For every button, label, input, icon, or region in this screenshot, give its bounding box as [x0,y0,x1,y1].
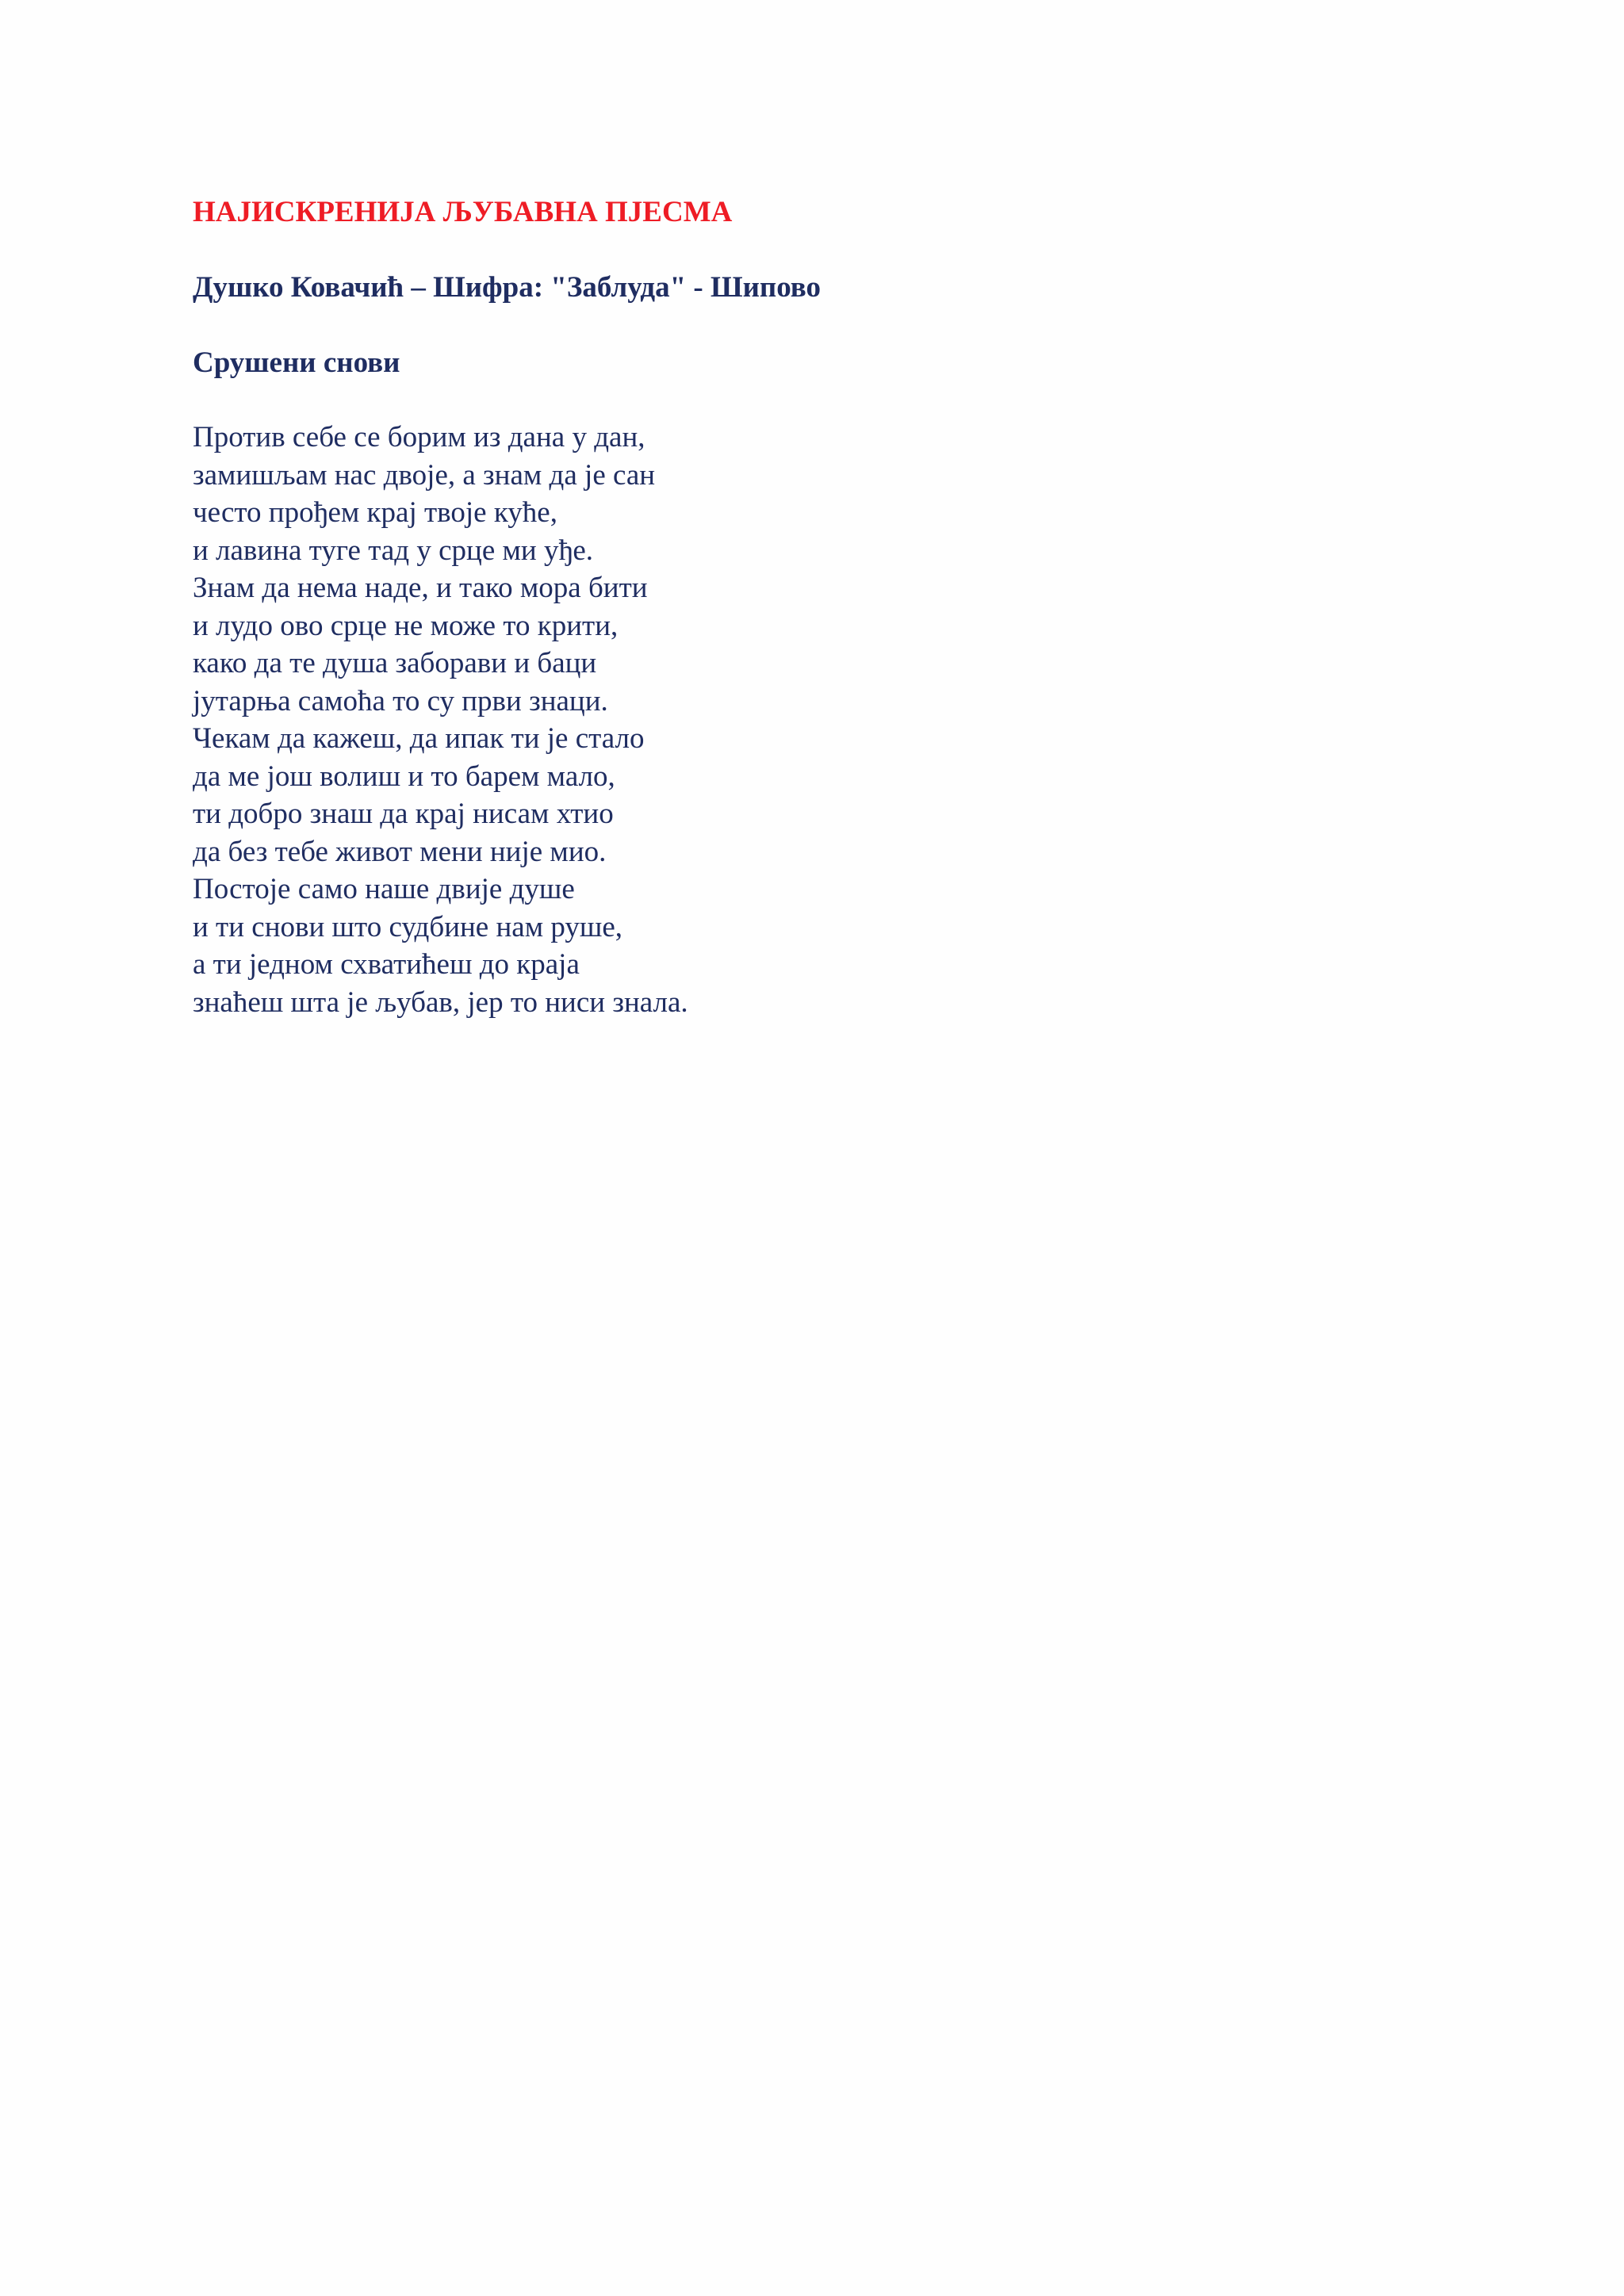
poem-line: а ти једном схватићеш до краја [193,948,580,981]
poem-title: Срушени снови [193,346,400,379]
poem-line: и лудо ово срце не може то крити, [193,609,619,642]
poem-body [193,419,1461,1021]
document-title: НАЈИСКРЕНИЈА ЉУБАВНА ПЈЕСМА [193,196,733,228]
poem-line: и ти снови што судбине нам руше, [193,910,623,943]
poem-line: и лавина туге тад у срце ми уђе. [193,534,593,567]
poem-line: да без тебе живот мени није мио. [193,835,607,868]
poem-line: јутарња самоћа то су први знаци. [193,684,608,718]
poem-line: Постоје само наше двије душе [193,873,575,905]
poem-line: Знам да нема наде, и тако мора бити [193,572,648,604]
poem-line: замишљам нас двоје, а знам да је сан [193,458,656,492]
poem-line: ти добро знаш да крај нисам хтио [193,798,614,830]
poem-line: да ме још волиш и то барем мало, [193,760,615,793]
poem-line: знаћеш шта је љубав, јер то ниси знала. [193,985,688,1019]
poem-line: Против себе се борим из дана у дан, [193,421,645,453]
poem-line: Чекам да кажеш, да ипак ти је стало [193,722,645,755]
poem-line: често прођем крај твоје куће, [193,496,557,529]
author-line: Душко Ковачић – Шифра: "Заблуда" - Шипово [193,271,822,304]
poem-line: како да те душа заборави и баци [193,647,597,679]
document-content [193,193,1461,1021]
